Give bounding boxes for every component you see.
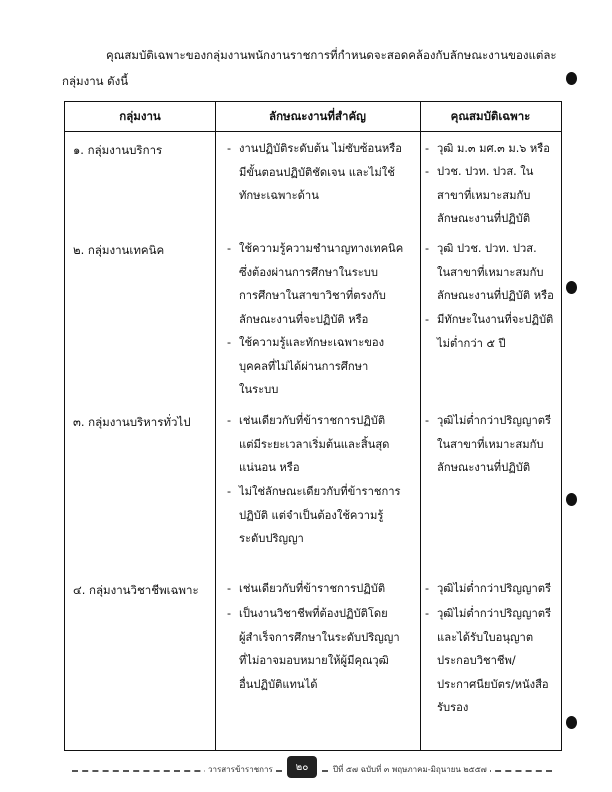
row-4-qual-1: - วุฒิไม่ต่ำกว่าปริญญาตรี [425,582,552,595]
qualification-table [64,101,562,751]
header-group: กลุ่มงาน [119,108,161,123]
row-4-qual-2: - วุฒิไม่ต่ำกว่าปริญญาตรี และได้รับใบอนุญาต ประกอบวิชาชีพ/ ประกาศนียบัตร/หนังสือ รับรอง [425,607,552,714]
row-2-qual-2: - มีทักษะในงานที่จะปฏิบัติ ไม่ต่ำกว่า ๕ ปี [425,313,554,350]
row-2-qual-1: - วุฒิ ปวช. ปวท. ปวส. ในสาขาที่เหมาะสมกับ ลักษณะงานที่ปฏิบัติ หรือ [425,242,554,302]
row-3-qual-1: - วุฒิไม่ต่ำกว่าปริญญาตรี ในสาขาที่เหมาะสมกับ ลักษณะงานที่ปฏิบัติ [425,414,552,474]
footer-issue-info: ปีที่ ๕๗ ฉบับที่ ๓ พฤษภาคม-มิถุนายน ๒๕๕๗ [330,763,490,776]
header-quals: คุณสมบัติเฉพาะ [450,108,531,123]
page-number-badge: ๒๐ [287,756,317,778]
row-1-qual-1: - วุฒิ ม.๓ มศ.๓ ม.๖ หรือ [425,142,551,155]
row-4-task-2: - เป็นงานวิชาชีพที่ต้องปฏิบัติโดย ผู้สำเร็จการศึกษาในระดับปริญญา ที่ไม่อาจมอบหมายให้ผู้มีคุณวุฒิ อื่นปฏิบัติแทนได้ [227,607,400,691]
row-4-group: ๔. กลุ่มงานวิชาชีพเฉพาะ [73,583,199,597]
row-2-group: ๒. กลุ่มงานเทคนิค [73,243,165,257]
header-divider [65,131,561,132]
binder-hole-mark [566,493,577,506]
column-divider [420,102,421,750]
row-3-task-2: - ไม่ใช่ลักษณะเดียวกับที่ข้าราชการ ปฏิบัติ แต่จำเป็นต้องใช้ความรู้ ระดับปริญญา [227,485,401,545]
footer-journal-name: วารสารข้าราชการ [205,763,276,776]
row-2-task-1: - ใช้ความรู้ความชำนาญทางเทคนิค ซึ่งต้องผ่านการศึกษาในระบบ การศึกษาในสาขาวิชาที่ตรงกับ ลักษณะงานที่จะปฏิบัติ หรือ [227,242,404,326]
header-tasks: ลักษณะงานที่สำคัญ [269,108,366,123]
binder-hole-mark [566,716,577,729]
row-1-qual-2: - ปวช. ปวท. ปวส. ใน สาขาที่เหมาะสมกับ ลักษณะงานที่ปฏิบัติ [425,165,534,225]
row-3-group: ๓. กลุ่มงานบริหารทั่วไป [73,415,191,429]
column-divider [215,102,216,750]
row-1-task-1: - งานปฏิบัติระดับต้น ไม่ซับซ้อนหรือ มีขั้นตอนปฏิบัติชัดเจน และไม่ใช้ ทักษะเฉพาะด้าน [227,142,402,202]
intro-paragraph [62,42,562,94]
binder-hole-mark [566,281,577,294]
row-4-task-1: - เช่นเดียวกับที่ข้าราชการปฏิบัติ [227,582,386,595]
row-1-group: ๑. กลุ่มงานบริการ [73,143,163,157]
intro-line-2: กลุ่มงาน ดังนี้ [62,74,129,88]
row-3-task-1: - เช่นเดียวกับที่ข้าราชการปฏิบัติ แต่มีระยะเวลาเริ่มต้นและสิ้นสุด แน่นอน หรือ [227,414,390,474]
intro-line-1: คุณสมบัติเฉพาะของกลุ่มงานพนักงานราชการที่กำหนดจะสอดคล้องกับลักษณะงานของแต่ละ [106,48,557,62]
binder-hole-mark [566,72,577,85]
row-2-task-2: - ใช้ความรู้และทักษะเฉพาะของ บุคคลที่ไม่ได้ผ่านการศึกษา ในระบบ [227,336,385,396]
